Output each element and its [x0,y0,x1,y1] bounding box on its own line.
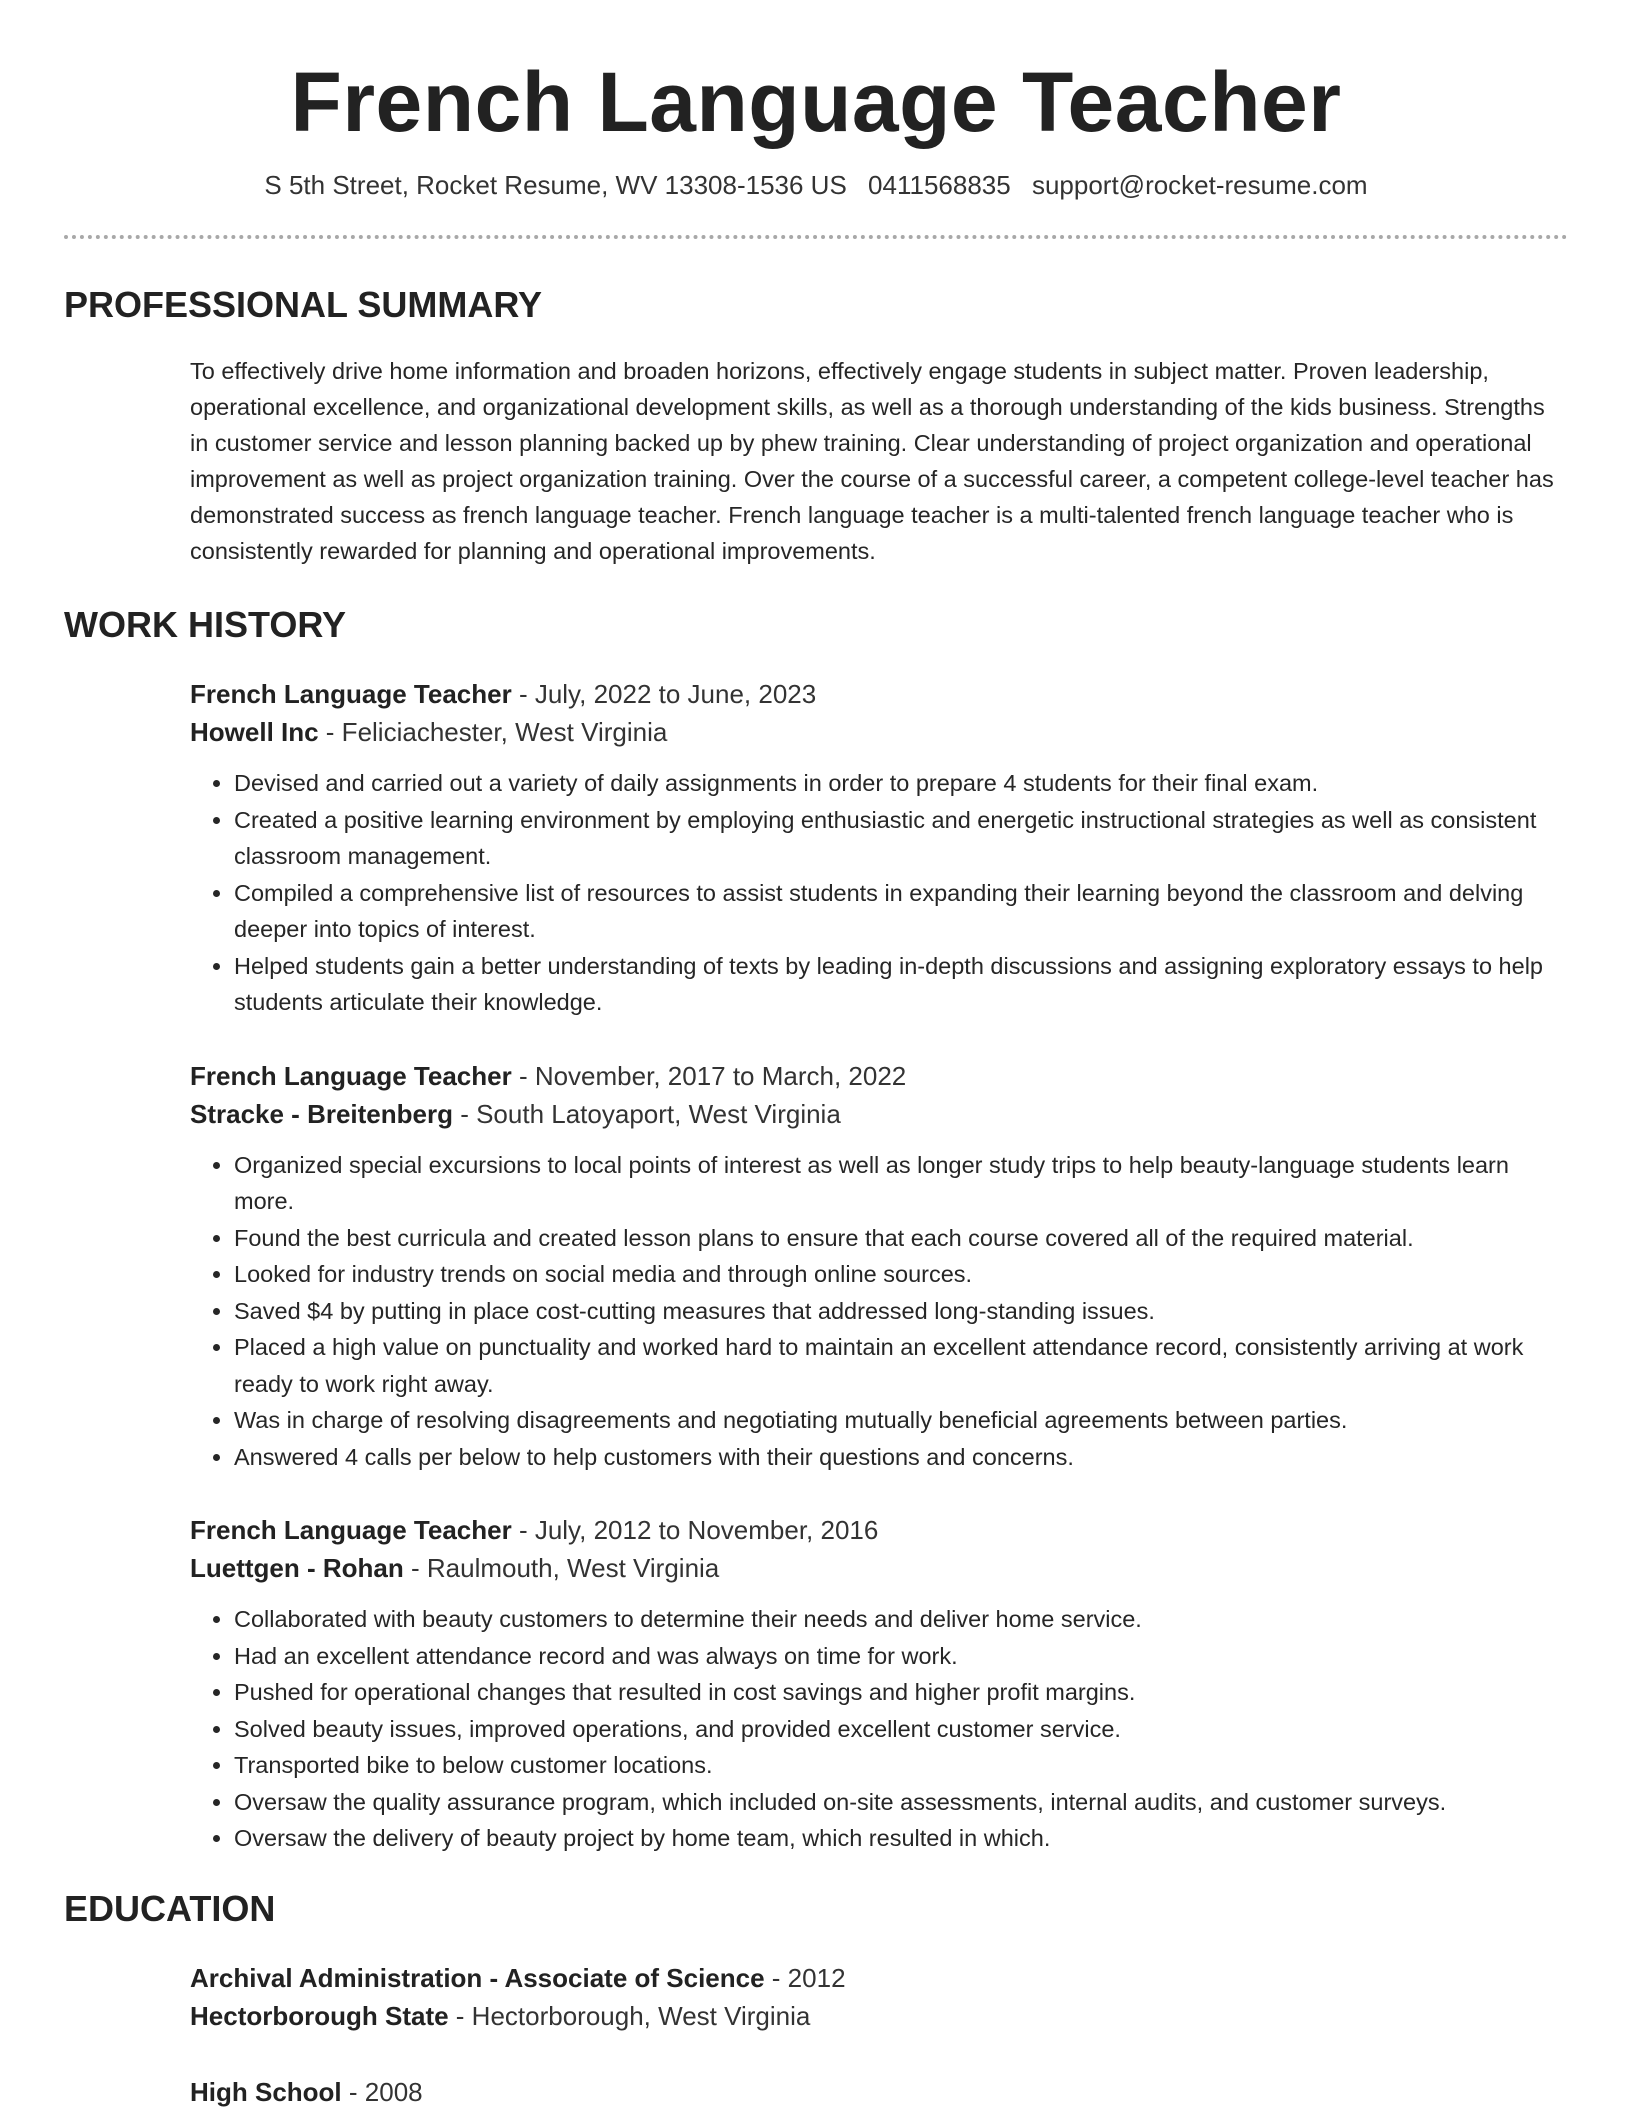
education-degree: High School [190,2076,342,2107]
education-degree-line [190,1959,1568,1997]
job-company-line [190,1549,1568,1587]
job-bullets [190,765,1568,1021]
job-company: Luettgen - Rohan [190,1553,404,1584]
education-school: Hectorborough State [190,2000,449,2031]
job-company-line [190,713,1568,751]
job-entry [190,1057,1568,1476]
contact-address: S 5th Street, Rocket Resume, WV 13308-1536 US [264,170,847,201]
job-dates: - July, 2012 to November, 2016 [511,1515,879,1546]
education-section [190,1959,1568,2111]
job-bullet: • Helped students gain a better understanding of texts by leading in-depth discussions and assigning exploratory essays to help students articulate their knowledge. [234,948,1568,1021]
contact-line [64,170,1568,201]
job-bullet: • Collaborated with beauty customers to determine their needs and deliver home service. [234,1601,1568,1638]
job-bullets [190,1147,1568,1476]
contact-phone: 0411568835 [868,170,1011,201]
job-bullet: • Saved $4 by putting in place cost-cutting measures that addressed long-standing issues. [234,1293,1568,1330]
job-bullet: • Devised and carried out a variety of daily assignments in order to prepare 4 students for their final exam. [234,765,1568,802]
candidate-name: French Language Teacher [290,55,1342,149]
education-year: - 2012 [764,1962,846,1993]
education-entry [190,2073,1568,2111]
summary-heading: PROFESSIONAL SUMMARY [64,284,543,326]
job-bullet: • Found the best curricula and created lesson plans to ensure that each course covered all of the required material. [234,1220,1568,1257]
job-bullet: • Placed a high value on punctuality and worked hard to maintain an excellent attendance record, consistently arriving at work ready to work right away. [234,1329,1568,1402]
job-role: French Language Teacher [190,1060,512,1091]
header-divider [64,235,1568,239]
job-bullet: • Oversaw the delivery of beauty project by home team, which resulted in which. [234,1820,1568,1857]
job-company: Howell Inc [190,717,319,748]
job-company: Stracke - Breitenberg [190,1098,453,1129]
job-bullet: • Created a positive learning environment by employing enthusiastic and energetic instructional strategies as well as consistent classroom management. [234,802,1568,875]
education-degree-line [190,2073,1568,2111]
education-entry [190,1959,1568,2035]
job-bullet: • Transported bike to below customer locations. [234,1747,1568,1784]
education-degree: Archival Administration - Associate of Science [190,1962,765,1993]
education-year: - 2008 [341,2076,423,2107]
job-location: - Feliciachester, West Virginia [318,717,668,748]
education-heading: EDUCATION [64,1887,276,1929]
summary-section [190,353,1568,569]
job-bullet: • Looked for industry trends on social media and through online sources. [234,1256,1568,1293]
work-history-heading: WORK HISTORY [64,604,347,646]
job-bullet: • Answered 4 calls per below to help customers with their questions and concerns. [234,1439,1568,1476]
education-location: - Hectorborough, West Virginia [448,2000,811,2031]
job-entry [190,1511,1568,1857]
job-bullets [190,1601,1568,1857]
job-title-line [190,1511,1568,1549]
job-bullet: • Was in charge of resolving disagreements and negotiating mutually beneficial agreements between parties. [234,1402,1568,1439]
work-history-section [190,675,1568,1857]
job-title-line [190,1057,1568,1095]
job-company-line [190,1095,1568,1133]
job-location: - Raulmouth, West Virginia [403,1553,720,1584]
contact-email: support@rocket-resume.com [1031,170,1368,201]
job-entry [190,675,1568,1021]
job-bullet: • Had an excellent attendance record and was always on time for work. [234,1638,1568,1675]
job-role: French Language Teacher [190,679,512,710]
job-dates: - July, 2022 to June, 2023 [511,679,817,710]
summary-text: To effectively drive home information and broaden horizons, effectively engage students in subject matter. Proven leadership, operational excellence, and organizational development skills, as well as a thorough understanding of the kids business. Strengths in customer service and lesson planning backed up by phew training. Clear understanding of project organization and operational improvement as well as project organization training. Over the course of a successful career, a competent college-level teacher has demonstrated success as french language teacher. French language teacher is a multi-talented french language teacher who is consistently rewarded for planning and operational improvements. [190,358,1554,565]
education-school-line [190,1997,1568,2035]
job-bullet: • Oversaw the quality assurance program, which included on-site assessments, internal audits, and customer surveys. [234,1784,1568,1821]
job-location: - South Latoyaport, West Virginia [452,1098,841,1129]
job-bullet: • Solved beauty issues, improved operations, and provided excellent customer service. [234,1711,1568,1748]
job-title-line [190,675,1568,713]
job-bullet: • Compiled a comprehensive list of resources to assist students in expanding their learning beyond the classroom and delving deeper into topics of interest. [234,875,1568,948]
job-role: French Language Teacher [190,1515,512,1546]
job-bullet: • Organized special excursions to local points of interest as well as longer study trips to help beauty-language students learn more. [234,1147,1568,1220]
job-bullet: • Pushed for operational changes that resulted in cost savings and higher profit margins. [234,1674,1568,1711]
job-dates: - November, 2017 to March, 2022 [511,1060,907,1091]
